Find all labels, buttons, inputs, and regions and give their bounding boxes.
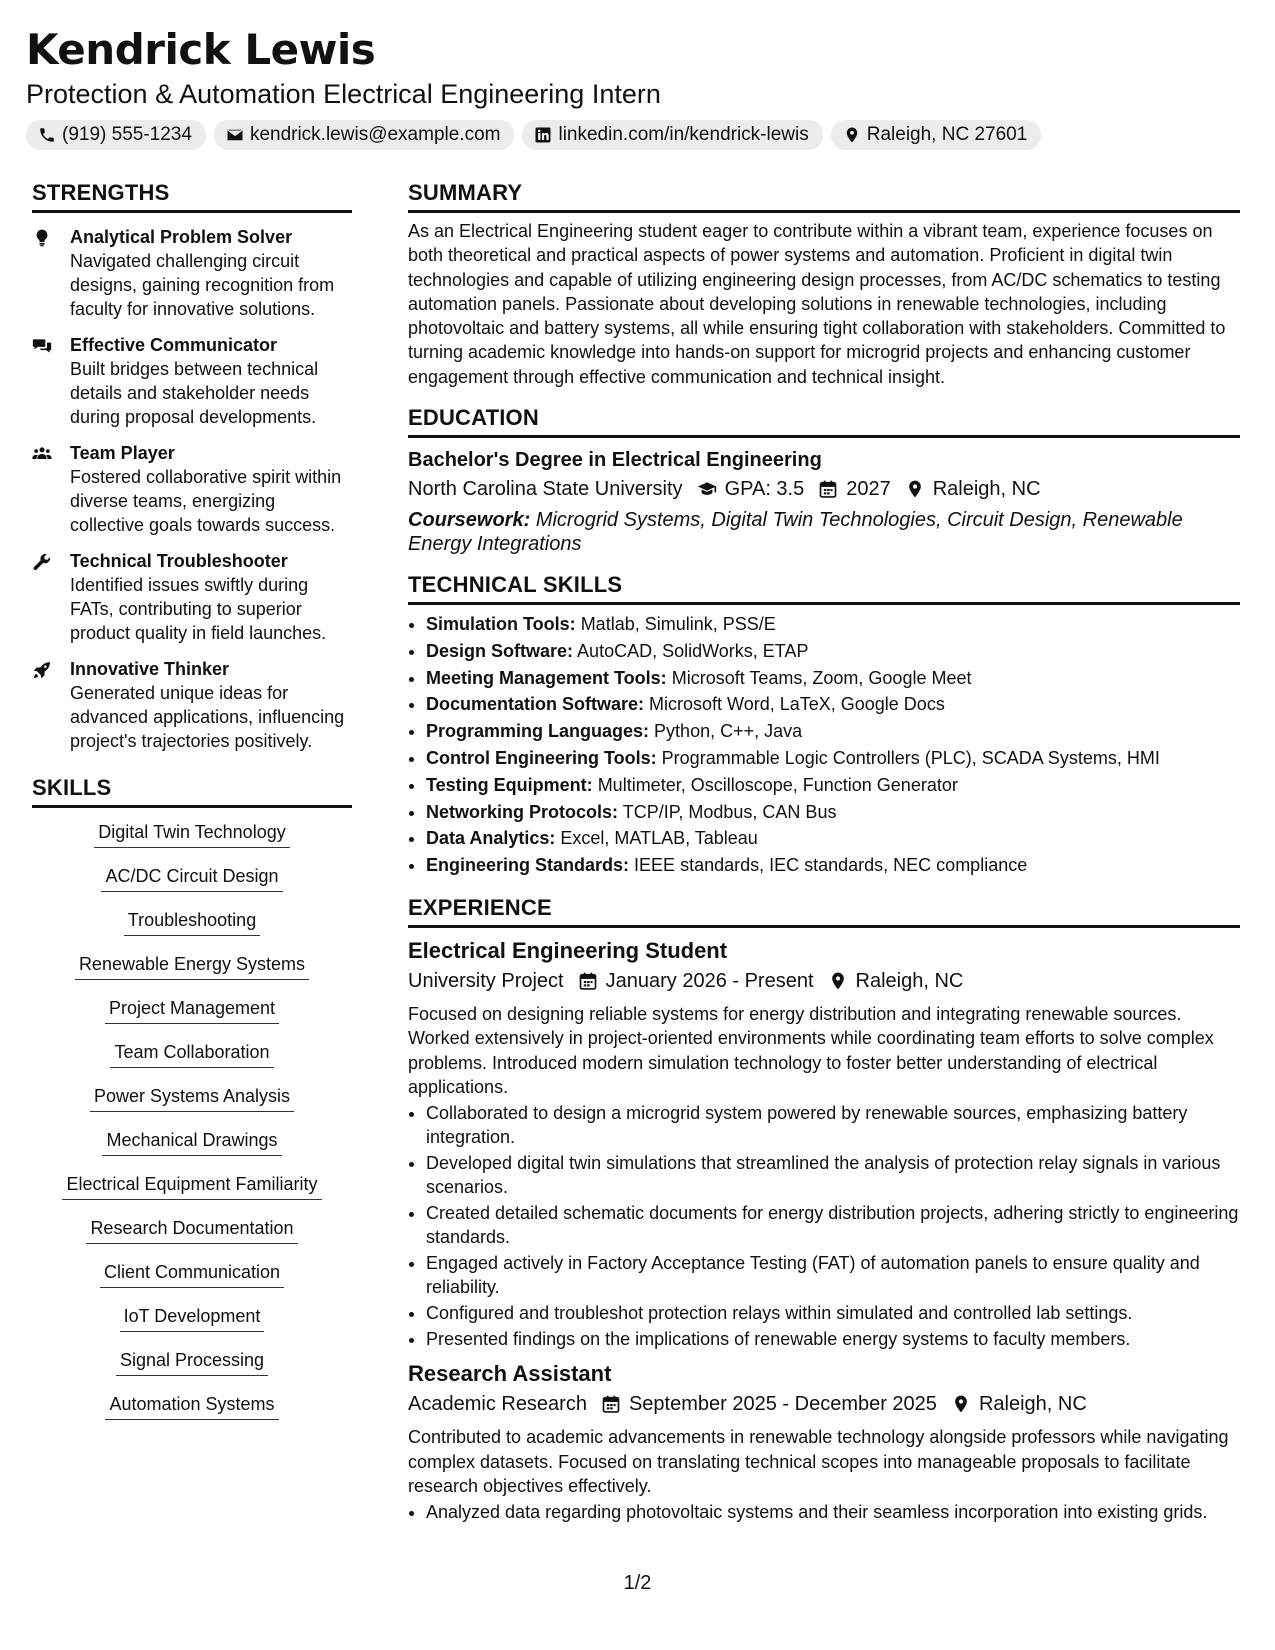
skill-tag: Troubleshooting [124,908,260,936]
list-item [426,799,1240,826]
strength-desc: Fostered collaborative spirit within diverse teams, energizing collective goals towards success. [70,467,342,535]
skill-tag: Client Communication [100,1260,284,1288]
tech-skill-label: Programming Languages: [426,721,650,742]
grad-year: 2027 [846,478,891,501]
calendar-icon [818,479,838,499]
skill-tag: AC/DC Circuit Design [101,864,282,892]
skill-tag: Electrical Equipment Familiarity [62,1172,321,1200]
summary-text: As an Electrical Engineering student eager to contribute within a vibrant team, experience focuses on both theoretical and practical aspects of power systems and automation. Proficient in digital twin technologies and capable of utilizing engineering design processes, from AC/DC schematics to testing automation panels. Passionate about developing solutions in renewable technologies, including photovoltaic and battery systems, all while ensuring tight collaboration with stakeholders. Committed to turning academic knowledge into hands-on support for microgrid projects and enhancing customer engagement through effective communication and technical insight. [408,221,1226,387]
calendar-icon [601,1394,621,1414]
tech-skill-label: Control Engineering Tools: [426,748,657,769]
tech-skill-value: Matlab, Simulink, PSS/E [580,614,776,635]
strength-title: Analytical Problem Solver [70,227,293,247]
skill-tag: Power Systems Analysis [90,1084,294,1112]
coursework [408,508,1240,556]
gpa: GPA: 3.5 [724,478,805,501]
summary-heading: SUMMARY [408,178,1240,213]
list-item [426,772,1240,799]
list-item [426,825,1240,852]
job-org: University Project [408,970,564,993]
job-meta [408,1389,1240,1419]
skill-tag: Signal Processing [116,1348,268,1376]
tech-skill-label: Documentation Software: [426,694,645,715]
strengths-heading: STRENGTHS [32,178,352,213]
graduation-cap-icon [697,479,717,499]
list-item: • Created detailed schematic documents for energy distribution projects, adhering strictly to engineering standards. [426,1201,1240,1249]
job-title: Research Assistant [408,1361,612,1387]
tech-skill-value: Python, C++, Java [654,721,803,742]
strength-item [32,333,352,429]
resume-header [26,24,1249,150]
education-heading: EDUCATION [408,403,1240,438]
experience-heading: EXPERIENCE [408,893,1240,928]
envelope-icon [226,126,244,144]
email-text: kendrick.lewis@example.com [249,124,501,145]
strength-item [32,441,352,537]
strength-desc: Navigated challenging circuit designs, gaining recognition from faculty for innovative solutions. [70,251,335,319]
coursework-text: Microgrid Systems, Digital Twin Technologies, Circuit Design, Renewable Energy Integrations [408,509,1183,556]
strength-title: Team Player [70,443,175,463]
skill-tag: Renewable Energy Systems [75,952,309,980]
list-item [426,745,1240,772]
left-column [32,178,352,1436]
contact-phone[interactable] [26,120,206,150]
list-item [426,611,1240,638]
tech-skill-value: AutoCAD, SolidWorks, ETAP [577,640,809,661]
list-item [426,718,1240,745]
skill-tag: Team Collaboration [110,1040,273,1068]
coursework-label: Coursework: [408,509,531,532]
tech-skill-value: Microsoft Teams, Zoom, Google Meet [671,667,972,688]
linkedin-text: linkedin.com/in/kendrick-lewis [558,124,809,145]
skills-list [32,820,352,1436]
strength-title: Technical Troubleshooter [70,551,288,571]
education-meta [408,474,1240,504]
page-number: 1/2 [623,1572,652,1594]
contact-location[interactable] [831,120,1042,150]
skill-tag: Mechanical Drawings [102,1128,281,1156]
job-bullets [408,1500,1240,1524]
degree: Bachelor's Degree in Electrical Engineering [408,449,822,472]
map-marker-icon [905,479,925,499]
map-marker-icon [828,971,848,991]
job-title: Electrical Engineering Student [408,938,728,964]
skill-tag: Digital Twin Technology [94,820,289,848]
wrench-icon [32,552,52,572]
list-item: • Presented findings on the implications of renewable energy systems to faculty members. [426,1327,1240,1351]
tech-skill-label: Networking Protocols: [426,801,619,822]
tech-skill-label: Simulation Tools: [426,614,576,635]
job-dates: September 2025 - December 2025 [628,1393,937,1416]
list-item: • Analyzed data regarding photovoltaic systems and their seamless incorporation into existing grids. [426,1500,1240,1524]
tech-skill-value: Excel, MATLAB, Tableau [560,828,758,849]
list-item: • Configured and troubleshot protection relays within simulated and controlled lab settings. [426,1301,1240,1325]
rocket-icon [32,660,52,680]
tech-skill-value: Microsoft Word, LaTeX, Google Docs [649,694,945,715]
list-item: • Engaged actively in Factory Acceptance Testing (FAT) of automation panels to ensure quality and reliability. [426,1251,1240,1299]
skill-tag: Project Management [105,996,279,1024]
tech-skill-label: Design Software: [426,640,574,661]
tech-skill-value: Multimeter, Oscilloscope, Function Generator [597,774,958,795]
job-location: Raleigh, NC [855,970,964,993]
contact-email[interactable] [214,120,515,150]
calendar-icon [578,971,598,991]
job-summary: Focused on designing reliable systems for energy distribution and integrating renewable sources. Worked extensively in project-oriented environments while coordinating team efforts to solve complex problems. Introduced modern simulation technology to foster better understanding of electrical applications. [408,1004,1214,1097]
tech-skill-label: Meeting Management Tools: [426,667,667,688]
strength-title: Effective Communicator [70,335,278,355]
technical-skills-heading: TECHNICAL SKILLS [408,570,1240,605]
skill-tag: IoT Development [120,1304,265,1332]
strength-item [32,225,352,321]
job-location: Raleigh, NC [978,1393,1087,1416]
phone-text: (919) 555-1234 [62,124,192,145]
skills-heading: SKILLS [32,773,352,808]
edu-location: Raleigh, NC [932,478,1041,501]
skill-tag: Research Documentation [86,1216,297,1244]
school-name: North Carolina State University [408,478,683,501]
job-meta [408,966,1240,996]
list-item [426,665,1240,692]
users-icon [32,444,52,464]
location-text: Raleigh, NC 27601 [866,124,1028,145]
tech-skill-label: Engineering Standards: [426,855,630,876]
strength-desc: Built bridges between technical details and stakeholder needs during proposal developments. [70,359,319,427]
tech-skill-label: Data Analytics: [426,828,556,849]
tech-skill-value: TCP/IP, Modbus, CAN Bus [622,801,837,822]
contact-linkedin[interactable] [522,120,822,150]
tech-skill-value: Programmable Logic Controllers (PLC), SCADA Systems, HMI [661,748,1160,769]
contact-bar [26,120,1249,150]
strength-title: Innovative Thinker [70,659,230,679]
list-item: • Collaborated to design a microgrid system powered by renewable sources, emphasizing battery integration. [426,1101,1240,1149]
phone-icon [38,126,56,144]
job-summary: Contributed to academic advancements in renewable technology alongside professors while navigating complex datasets. Focused on translating technical scopes into manageable proposals to facilitate research objectives effectively. [408,1427,1229,1496]
skill-tag: Automation Systems [105,1392,278,1420]
job-bullets [408,1101,1240,1351]
candidate-title: Protection & Automation Electrical Engineering Intern [26,79,661,109]
map-marker-icon [843,126,861,144]
job-dates: January 2026 - Present [605,970,814,993]
lightbulb-icon [32,228,52,248]
tech-skill-label: Testing Equipment: [426,774,593,795]
right-column [408,178,1240,1526]
strength-item [32,657,352,753]
comments-icon [32,336,52,356]
candidate-name: Kendrick Lewis [26,25,376,74]
tech-skill-value: IEEE standards, IEC standards, NEC compliance [634,855,1028,876]
linkedin-icon [534,126,552,144]
list-item [426,852,1240,879]
job-org: Academic Research [408,1393,587,1416]
strength-desc: Generated unique ideas for advanced applications, influencing project's trajectories positively. [70,683,345,751]
strength-desc: Identified issues swiftly during FATs, contributing to superior product quality in field launches. [70,575,327,643]
technical-skills-list [408,611,1240,879]
map-marker-icon [951,1394,971,1414]
list-item [426,691,1240,718]
list-item [426,638,1240,665]
strength-item [32,549,352,645]
list-item: • Developed digital twin simulations that streamlined the analysis of protection relay signals in various scenarios. [426,1151,1240,1199]
